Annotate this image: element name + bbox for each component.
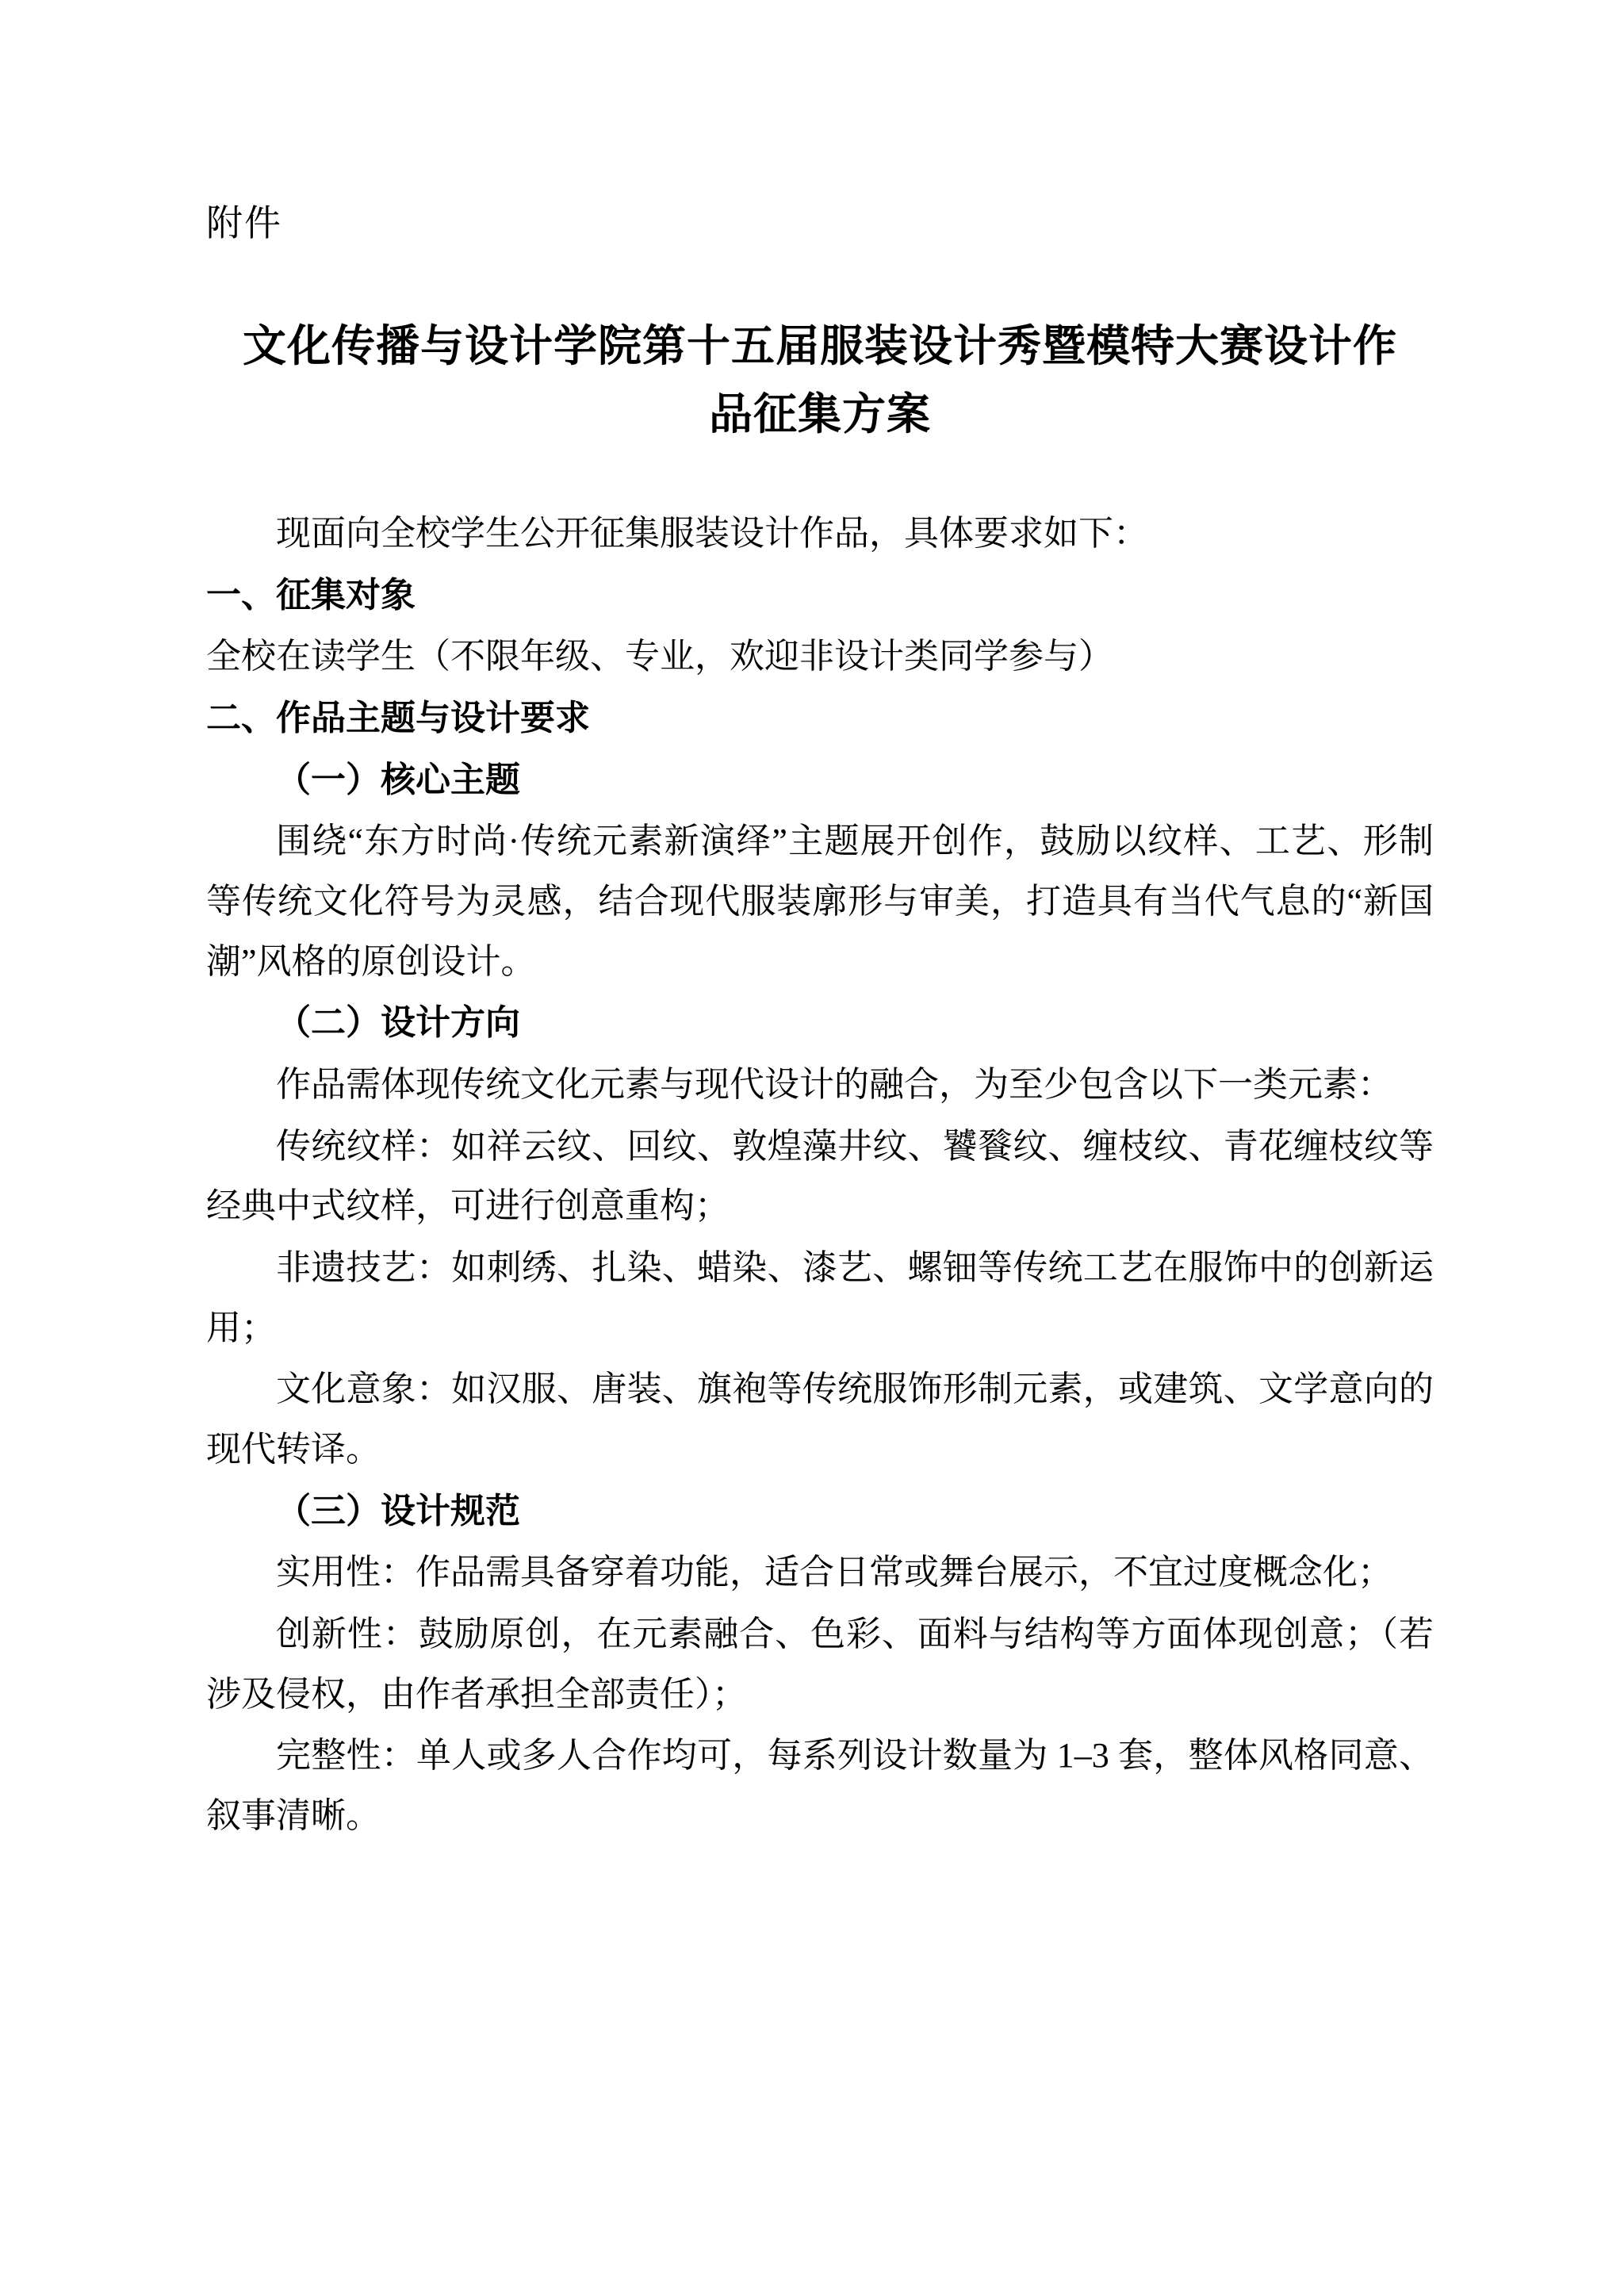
document-body [206,504,1434,1846]
page-title: 文化传播与设计学院第十五届服装设计秀暨模特大赛设计作品征集方案 [242,322,1397,439]
body-paragraph: 全校在读学生（不限年级、专业，欢迎非设计类同学参与） [206,637,1113,676]
body-paragraph: 现面向全校学生公开征集服装设计作品，具体要求如下： [276,513,1148,553]
body-paragraph: 文化意象：如汉服、唐装、旗袍等传统服饰形制元素，或建筑、文学意向的现代转译。 [206,1370,1434,1469]
body-paragraph: 传统纹样：如祥云纹、回纹、敦煌藻井纹、饕餮纹、缠枝纹、青花缠枝纹等经典中式纹样，可进行创意重构； [206,1126,1434,1226]
body-paragraph: 创新性：鼓励原创，在元素融合、色彩、面料与结构等方面体现创意；（若涉及侵权，由作者承担全部责任）； [206,1614,1434,1714]
section-heading: 一、征集对象 [206,575,416,615]
body-paragraph: 非遗技艺：如刺绣、扎染、蜡染、漆艺、螺钿等传统工艺在服饰中的创新运用； [206,1247,1434,1347]
subsection-heading: （三）设计规范 [276,1491,520,1531]
body-paragraph: 实用性：作品需具备穿着功能，适合日常或舞台展示，不宜过度概念化； [276,1553,1392,1592]
body-paragraph: 围绕“东方时尚·传统元素新演绎”主题展开创作，鼓励以纹样、工艺、形制等传统文化符号为灵感，结合现代服装廓形与审美，打造具有当代气息的“新国潮”风格的原创设计。 [206,822,1434,981]
attachment-label: 附件 [206,203,282,243]
subsection-heading: （二）设计方向 [276,1003,520,1043]
section-heading: 二、作品主题与设计要求 [206,698,590,738]
body-paragraph: 作品需体现传统文化元素与现代设计的融合，为至少包含以下一类元素： [276,1064,1392,1104]
body-paragraph: 完整性：单人或多人合作均可，每系列设计数量为 1–3 套，整体风格同意、叙事清晰。 [206,1736,1434,1835]
subsection-heading: （一）核心主题 [276,760,520,799]
